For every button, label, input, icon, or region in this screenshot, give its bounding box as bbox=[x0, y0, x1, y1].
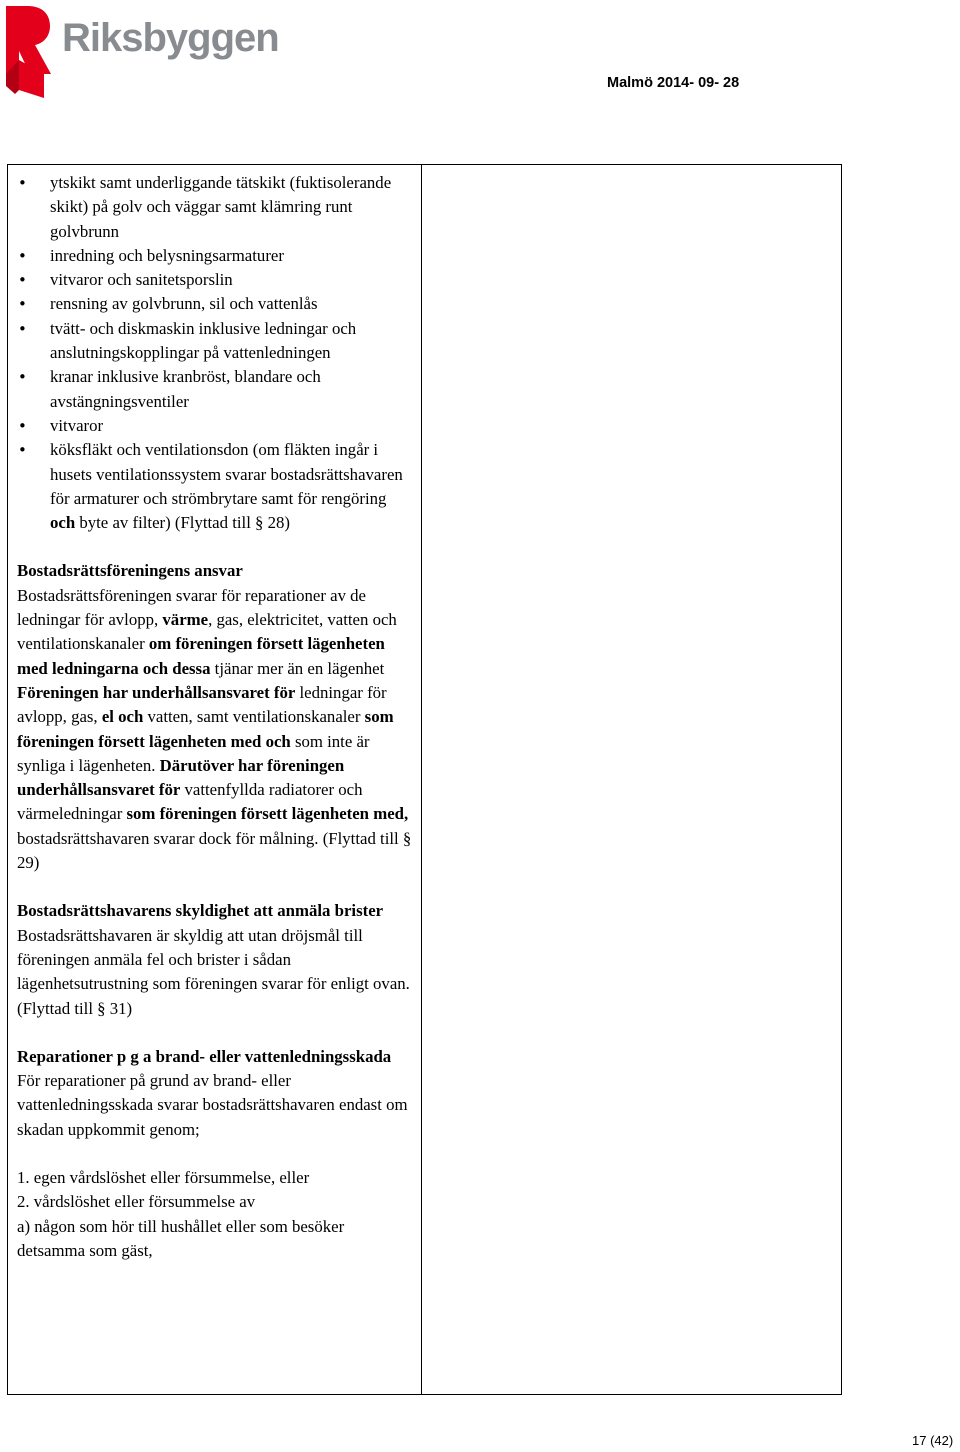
text-run: vattenfyllda radiatorer och värmeledningar bbox=[17, 780, 363, 824]
text-run: ledningar för avlopp, gas, bbox=[17, 682, 387, 727]
text-run: rensning av golvbrunn, sil och vattenlås bbox=[50, 294, 318, 314]
bullet-item bbox=[17, 171, 415, 244]
text-run: Bostadsrättsföreningen svarar för reparationer av de ledningar för avlopp, bbox=[17, 585, 366, 630]
bullet-item bbox=[17, 244, 415, 268]
section-body bbox=[17, 584, 415, 876]
logo-emblem-icon bbox=[4, 2, 56, 100]
bullet-item bbox=[17, 268, 415, 292]
text-run: , gas, elektricitet, vatten och ventilationskanaler bbox=[17, 610, 397, 654]
text-run: som inte är synliga i lägenheten. bbox=[17, 731, 370, 775]
text-run: ytskikt samt underliggande tätskikt (fuktisolerande skikt) på golv och väggar samt klämring runt golvbrunn bbox=[50, 173, 392, 241]
text-run: byte av filter) (Flyttad till § 28) bbox=[75, 513, 291, 533]
text-run: bostadsrättshavaren svarar dock för målning. (Flyttad till § 29) bbox=[17, 828, 412, 873]
text-run: Bostadsrättshavaren är skyldig att utan dröjsmål till föreningen anmäla fel och brister i sådan lägenhetsutrustning som föreningen svarar för enligt ovan. (Flyttad till § 31) bbox=[17, 925, 410, 1018]
cause-list-item: a) någon som hör till hushållet eller som besöker detsamma som gäst, bbox=[17, 1216, 345, 1260]
bullet-item bbox=[17, 365, 415, 414]
sections bbox=[17, 559, 415, 1142]
text-run: tvätt- och diskmaskin inklusive ledningar och anslutningskopplingar på vattenledningen bbox=[50, 318, 357, 363]
content-table bbox=[7, 164, 842, 1395]
text-run: vitvaror och sanitetsporslin bbox=[50, 270, 233, 290]
responsibility-bullet-list bbox=[17, 171, 415, 535]
content-cell bbox=[8, 165, 422, 1395]
cause-list-item: 2. vårdslöshet eller försummelse av bbox=[17, 1192, 256, 1212]
section bbox=[17, 1045, 415, 1142]
bold-text-run: som föreningen försett lägenheten med och bbox=[17, 707, 394, 751]
text-run: tjänar mer än en lägenhet bbox=[210, 658, 385, 678]
bold-text-run: Föreningen har underhållsansvaret för bbox=[17, 682, 296, 702]
section-title: Bostadsrättsföreningens ansvar bbox=[17, 561, 243, 581]
page-number: 17 (42) bbox=[912, 1433, 954, 1448]
document-date: Malmö 2014- 09- 28 bbox=[607, 75, 740, 91]
bold-text-run: värme bbox=[162, 610, 209, 630]
bullet-item bbox=[17, 317, 415, 366]
text-run: vatten, samt ventilationskanaler bbox=[143, 707, 365, 727]
logo-wordmark: Riksbyggen bbox=[62, 16, 279, 60]
text-run: vitvaror bbox=[50, 415, 104, 435]
section-title: Bostadsrättshavarens skyldighet att anmäla brister bbox=[17, 901, 384, 921]
bold-text-run: Därutöver har föreningen underhållsansvaret för bbox=[17, 755, 345, 800]
text-run: kranar inklusive kranbröst, blandare och avstängningsventiler bbox=[50, 367, 321, 411]
bold-text-run: och bbox=[50, 513, 76, 533]
bold-text-run: el och bbox=[101, 707, 144, 727]
bullet-item bbox=[17, 292, 415, 316]
cause-list-item: 1. egen vårdslöshet eller försummelse, eller bbox=[17, 1167, 310, 1187]
riksbyggen-logo bbox=[4, 2, 284, 102]
section-body bbox=[17, 924, 415, 1021]
cause-list bbox=[17, 1166, 415, 1263]
bullet-item bbox=[17, 414, 415, 438]
text-run: För reparationer på grund av brand- eller vattenledningsskada svarar bostadsrättshavaren endast om skadan uppkommit genom; bbox=[17, 1071, 408, 1139]
section-body bbox=[17, 1069, 415, 1142]
bold-text-run: om föreningen försett lägenheten med ledningarna och dessa bbox=[17, 634, 385, 678]
section-title: Reparationer p g a brand- eller vattenledningsskada bbox=[17, 1046, 392, 1066]
text-run: köksfläkt och ventilationsdon (om fläkten ingår i husets ventilationssystem svarar bostadsrättshavaren för armaturer och strömbrytare samt för rengöring bbox=[50, 440, 403, 508]
empty-comment-cell bbox=[422, 165, 842, 1395]
bold-text-run: som föreningen försett lägenheten med, bbox=[126, 804, 409, 824]
section bbox=[17, 899, 415, 1020]
bullet-item bbox=[17, 438, 415, 535]
section bbox=[17, 559, 415, 875]
text-run: inredning och belysningsarmaturer bbox=[50, 245, 284, 265]
